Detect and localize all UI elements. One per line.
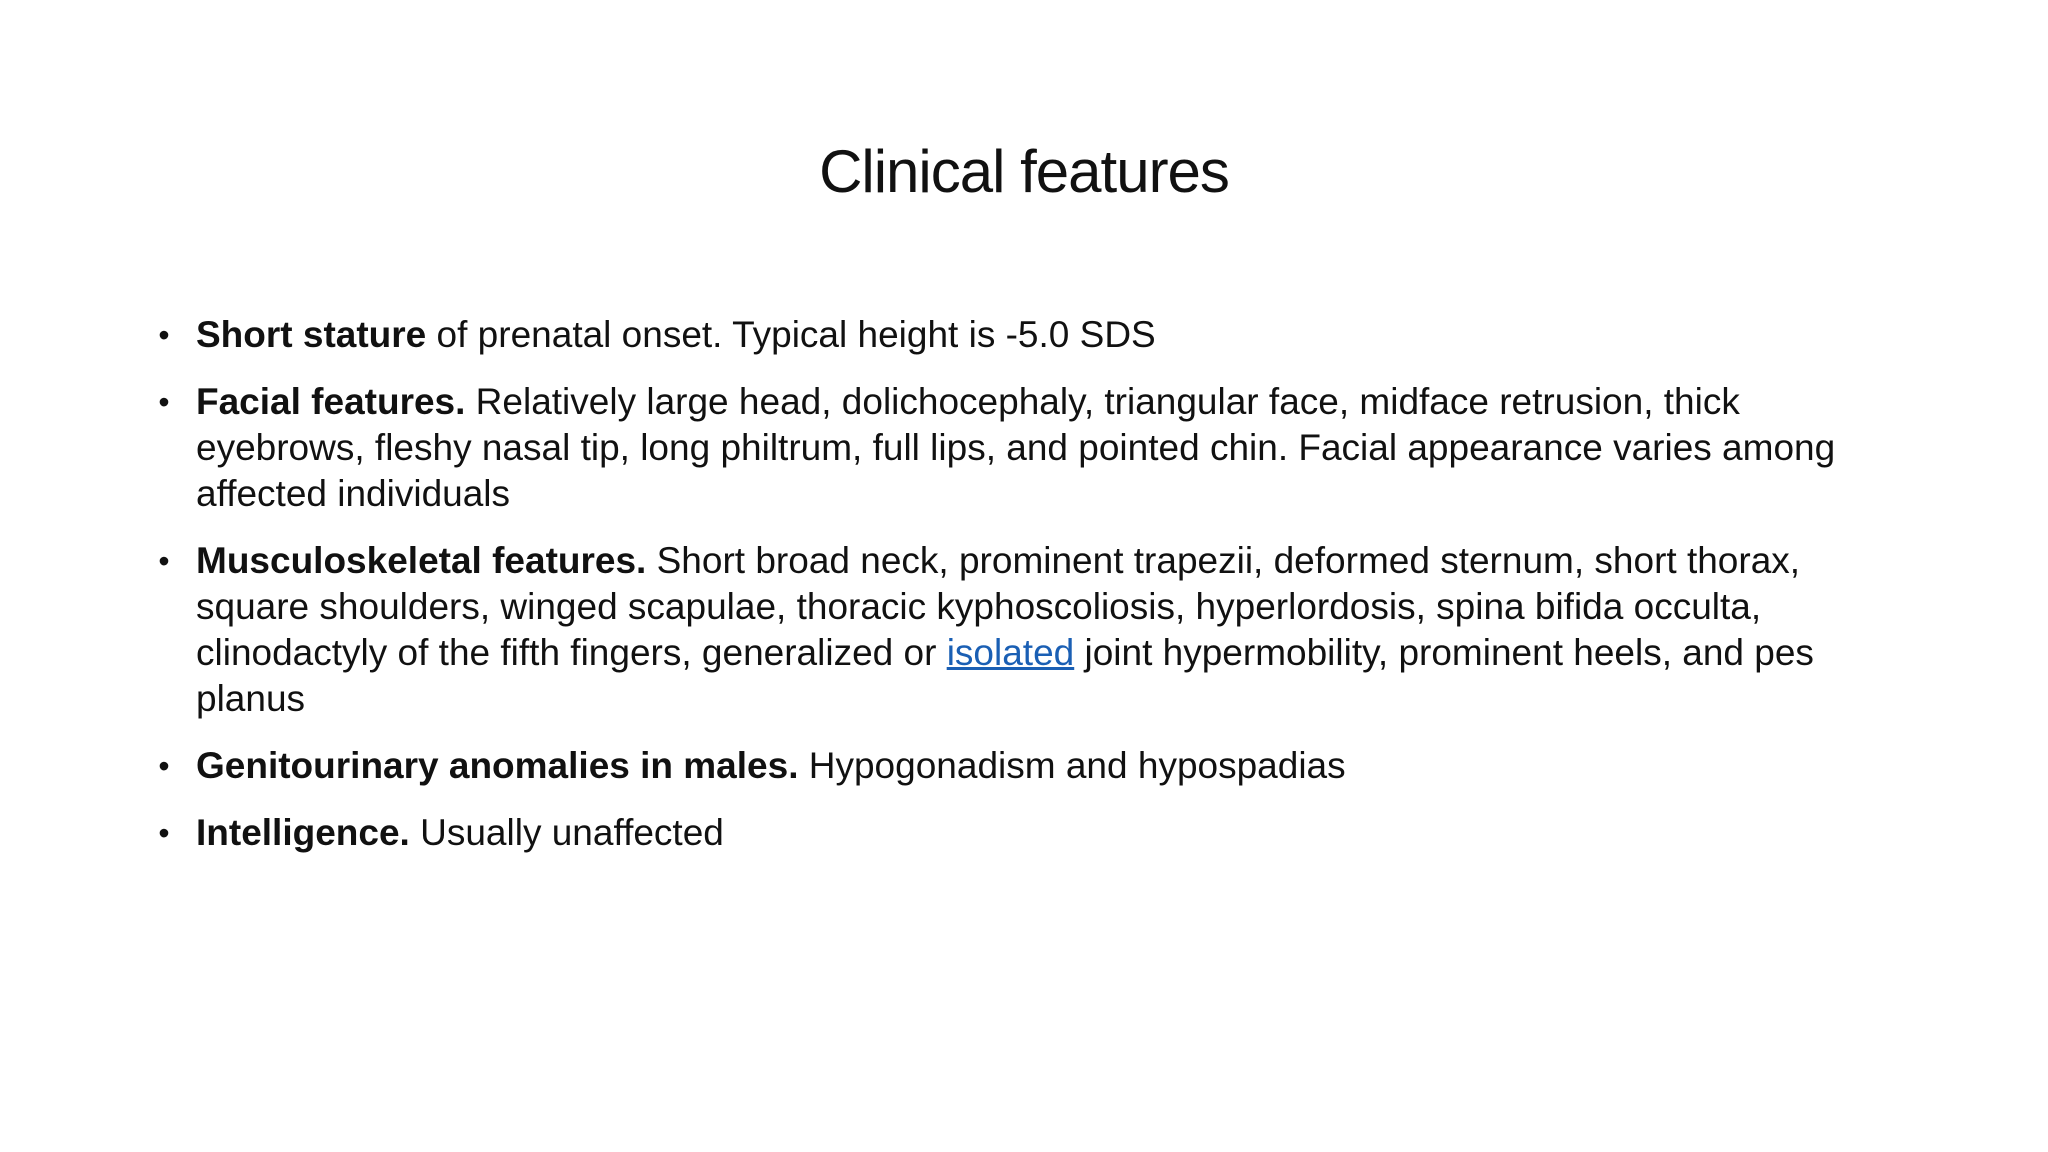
bullet-musculoskeletal-features	[152, 538, 1912, 722]
bullet-lead: Short stature	[196, 314, 427, 355]
bullet-icon: •	[158, 543, 170, 579]
bullet-icon: •	[158, 815, 170, 851]
bullet-text: Usually unaffected	[409, 812, 724, 853]
bullet-text: of prenatal onset. Typical height is -5.0 SDS	[426, 314, 1156, 355]
bullet-intelligence	[152, 810, 1912, 856]
bullet-facial-features	[152, 379, 1912, 517]
isolated-link[interactable]: isolated	[946, 632, 1075, 673]
bullet-lead: Intelligence.	[196, 812, 410, 853]
bullet-text: Short broad neck, prominent trapezii, deformed sternum, short thorax, square shoulders, winged scapulae, thoracic kyphoscoliosis, hyperlordosis, spina bifida occulta, clinodactyly of the fifth fingers, generalized or	[196, 540, 1801, 673]
bullet-short-stature	[152, 312, 1912, 358]
bullet-text: Hypogonadism and hypospadias	[798, 745, 1346, 786]
bullet-lead: Facial features.	[196, 381, 466, 422]
bullet-icon: •	[158, 384, 170, 420]
bullet-icon: •	[158, 748, 170, 784]
bullet-lead: Musculoskeletal features.	[196, 540, 647, 581]
slide-title: Clinical features	[819, 138, 1229, 205]
bullet-list	[152, 312, 1912, 877]
bullet-lead: Genitourinary anomalies in males.	[196, 745, 799, 786]
bullet-text-continued: joint hypermobility, prominent heels, and pes planus	[196, 632, 1814, 719]
bullet-text: Relatively large head, dolichocephaly, triangular face, midface retrusion, thick eyebrows, fleshy nasal tip, long philtrum, full lips, and pointed chin. Facial appearance varies among affected individuals	[196, 381, 1836, 514]
bullet-icon: •	[158, 317, 170, 353]
bullet-genitourinary-anomalies	[152, 743, 1912, 789]
